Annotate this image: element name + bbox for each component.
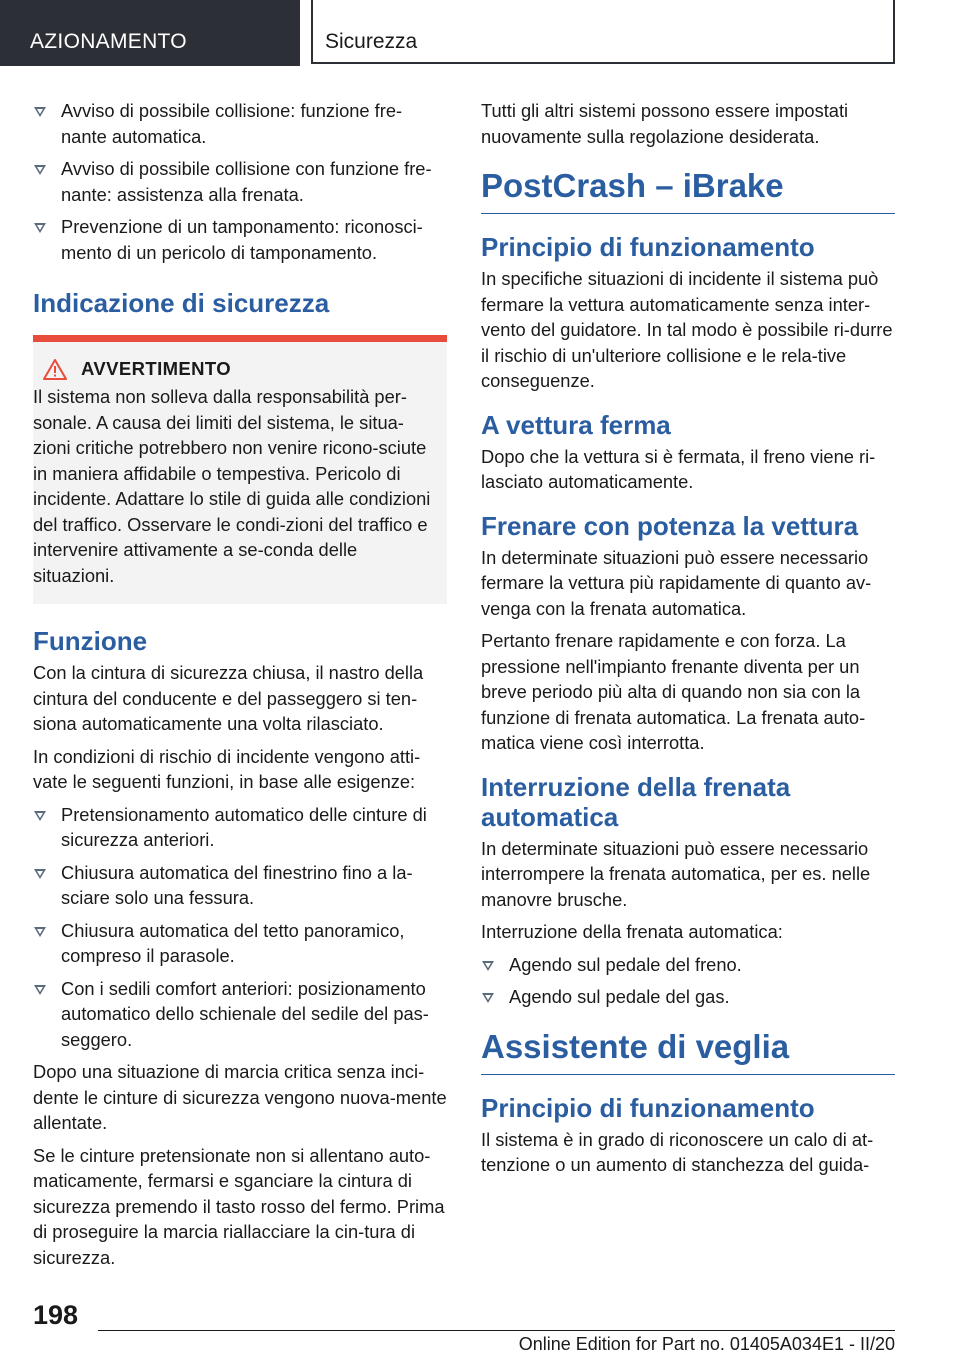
triangle-bullet-icon bbox=[34, 223, 46, 233]
interrupt-paragraph-2: Interruzione della frenata automatica: bbox=[481, 921, 783, 942]
triangle-bullet-icon bbox=[34, 985, 46, 995]
triangle-bullet-icon bbox=[34, 165, 46, 175]
function-paragraph-1: Con la cintura di sicurezza chiusa, il nastro della cintura del conducente e del passeggero si ten‐siona automaticamente una volta rilasciato. bbox=[33, 662, 424, 734]
postcrash-title: PostCrash – iBrake bbox=[481, 165, 895, 214]
triangle-bullet-icon bbox=[34, 107, 46, 117]
brake-paragraph-1: In determinate situazioni può essere necessario fermare la vettura più rapidamente di quanto av‐venga con la frenata automatica. bbox=[481, 546, 872, 619]
list-item: Con i sedili comfort anteriori: posizionamento automatico dello schienale del sedile del pas‐seggero. bbox=[33, 976, 447, 1053]
page-header bbox=[0, 0, 960, 66]
warning-title: AVVERTIMENTO bbox=[81, 358, 232, 379]
edition-text: Online Edition for Part no. 01405A034E1 - II/20 bbox=[518, 1334, 895, 1354]
interrupt-heading: Interruzione della frenata automatica bbox=[481, 771, 791, 832]
triangle-bullet-icon bbox=[34, 869, 46, 879]
footer-divider bbox=[98, 1330, 895, 1331]
list-item: Avviso di possibile collisione: funzione fre‐nante automatica. bbox=[33, 98, 447, 149]
triangle-bullet-icon bbox=[482, 961, 494, 971]
function-paragraph-3: Dopo una situazione di marcia critica senza inci‐dente le cinture di sicurezza vengono nuova‐mente allentate. bbox=[33, 1061, 447, 1133]
warning-box bbox=[33, 335, 447, 604]
function-paragraph-4: Se le cinture pretensionate non si allentano auto‐maticamente, fermarsi e sganciare la cintura di sicurezza premendo il tasto rosso del fermo. Prima di proseguire la marcia riallacciare la cin‐tura di sicurezza. bbox=[33, 1144, 445, 1268]
warning-title-row bbox=[43, 358, 433, 380]
warning-triangle-icon bbox=[43, 359, 67, 380]
interrupt-bullet-list bbox=[481, 952, 895, 1010]
brake-heading: Frenare con potenza la vettura bbox=[481, 510, 859, 541]
list-item: Pretensionamento automatico delle cinture di sicurezza anteriori. bbox=[33, 802, 447, 853]
stopped-heading: A vettura ferma bbox=[481, 409, 671, 440]
chapter-tab: Sicurezza bbox=[311, 0, 895, 64]
triangle-bullet-icon bbox=[34, 811, 46, 821]
list-item: Chiusura automatica del finestrino fino a la‐sciare solo una fessura. bbox=[33, 860, 447, 911]
vigilance-principle-heading: Principio di funzionamento bbox=[481, 1092, 815, 1123]
principle-paragraph: In specifiche situazioni di incidente il sistema può fermare la vettura automaticamente senza inter‐vento del guidatore. In tal modo è possibile ri‐durre il rischio di un'ulteriore collisione e le rela‐tive conseguenze. bbox=[481, 268, 893, 391]
stopped-paragraph: Dopo che la vettura si è fermata, il freno viene ri‐lasciato automaticamente. bbox=[481, 445, 876, 492]
principle-heading: Principio di funzionamento bbox=[481, 232, 815, 262]
right-column bbox=[481, 98, 895, 1185]
function-bullet-list bbox=[33, 802, 447, 1053]
top-bullet-list bbox=[33, 98, 447, 265]
safety-heading: Indicazione di sicurezza bbox=[33, 288, 330, 318]
vigilance-title: Assistente di veglia bbox=[481, 1026, 895, 1075]
function-paragraph-2: In condizioni di rischio di incidente vengono atti‐vate le seguenti funzioni, in base alle esigenze: bbox=[33, 745, 421, 792]
triangle-bullet-icon bbox=[482, 993, 494, 1003]
intro-paragraph: Tutti gli altri sistemi possono essere impostati nuovamente sulla regolazione desiderata. bbox=[481, 100, 849, 147]
warning-text: Il sistema non solleva dalla responsabilità per‐sonale. A causa dei limiti del sistema, le situa‐zioni critiche potrebbero non venire ricono‐sciute in maniera affidabile o tempestiva. Pericolo di incidente. Adattare lo stile di guida alle condizioni del traffico. Osservare le condi‐zioni del traffico e intervenire attivamente a se‐conda delle situazioni. bbox=[33, 386, 431, 586]
section-tab: AZIONAMENTO bbox=[0, 0, 300, 66]
interrupt-paragraph-1: In determinate situazioni può essere necessario interrompere la frenata automatica, per es. nelle manovre brusche. bbox=[481, 837, 871, 910]
triangle-bullet-icon bbox=[34, 927, 46, 937]
list-item: Agendo sul pedale del freno. bbox=[481, 952, 895, 978]
left-column bbox=[33, 98, 447, 1277]
function-heading: Funzione bbox=[33, 626, 148, 656]
page-number: 198 bbox=[33, 1300, 79, 1330]
list-item: Agendo sul pedale del gas. bbox=[481, 984, 895, 1010]
brake-paragraph-2: Pertanto frenare rapidamente e con forza. La pressione nell'impianto frenante diventa per un breve periodo più alta di quando non sia con la funzione di frenata automatica. La frenata auto‐matica viene così interrotta. bbox=[481, 630, 866, 753]
list-item: Chiusura automatica del tetto panoramico, compreso il parasole. bbox=[33, 918, 447, 969]
list-item: Avviso di possibile collisione con funzione fre‐nante: assistenza alla frenata. bbox=[33, 156, 447, 207]
list-item: Prevenzione di un tamponamento: riconosci‐mento di un pericolo di tamponamento. bbox=[33, 214, 447, 265]
vigilance-paragraph: Il sistema è in grado di riconoscere un calo di at‐tenzione o un aumento di stanchezza del guida‐ bbox=[481, 1128, 874, 1175]
